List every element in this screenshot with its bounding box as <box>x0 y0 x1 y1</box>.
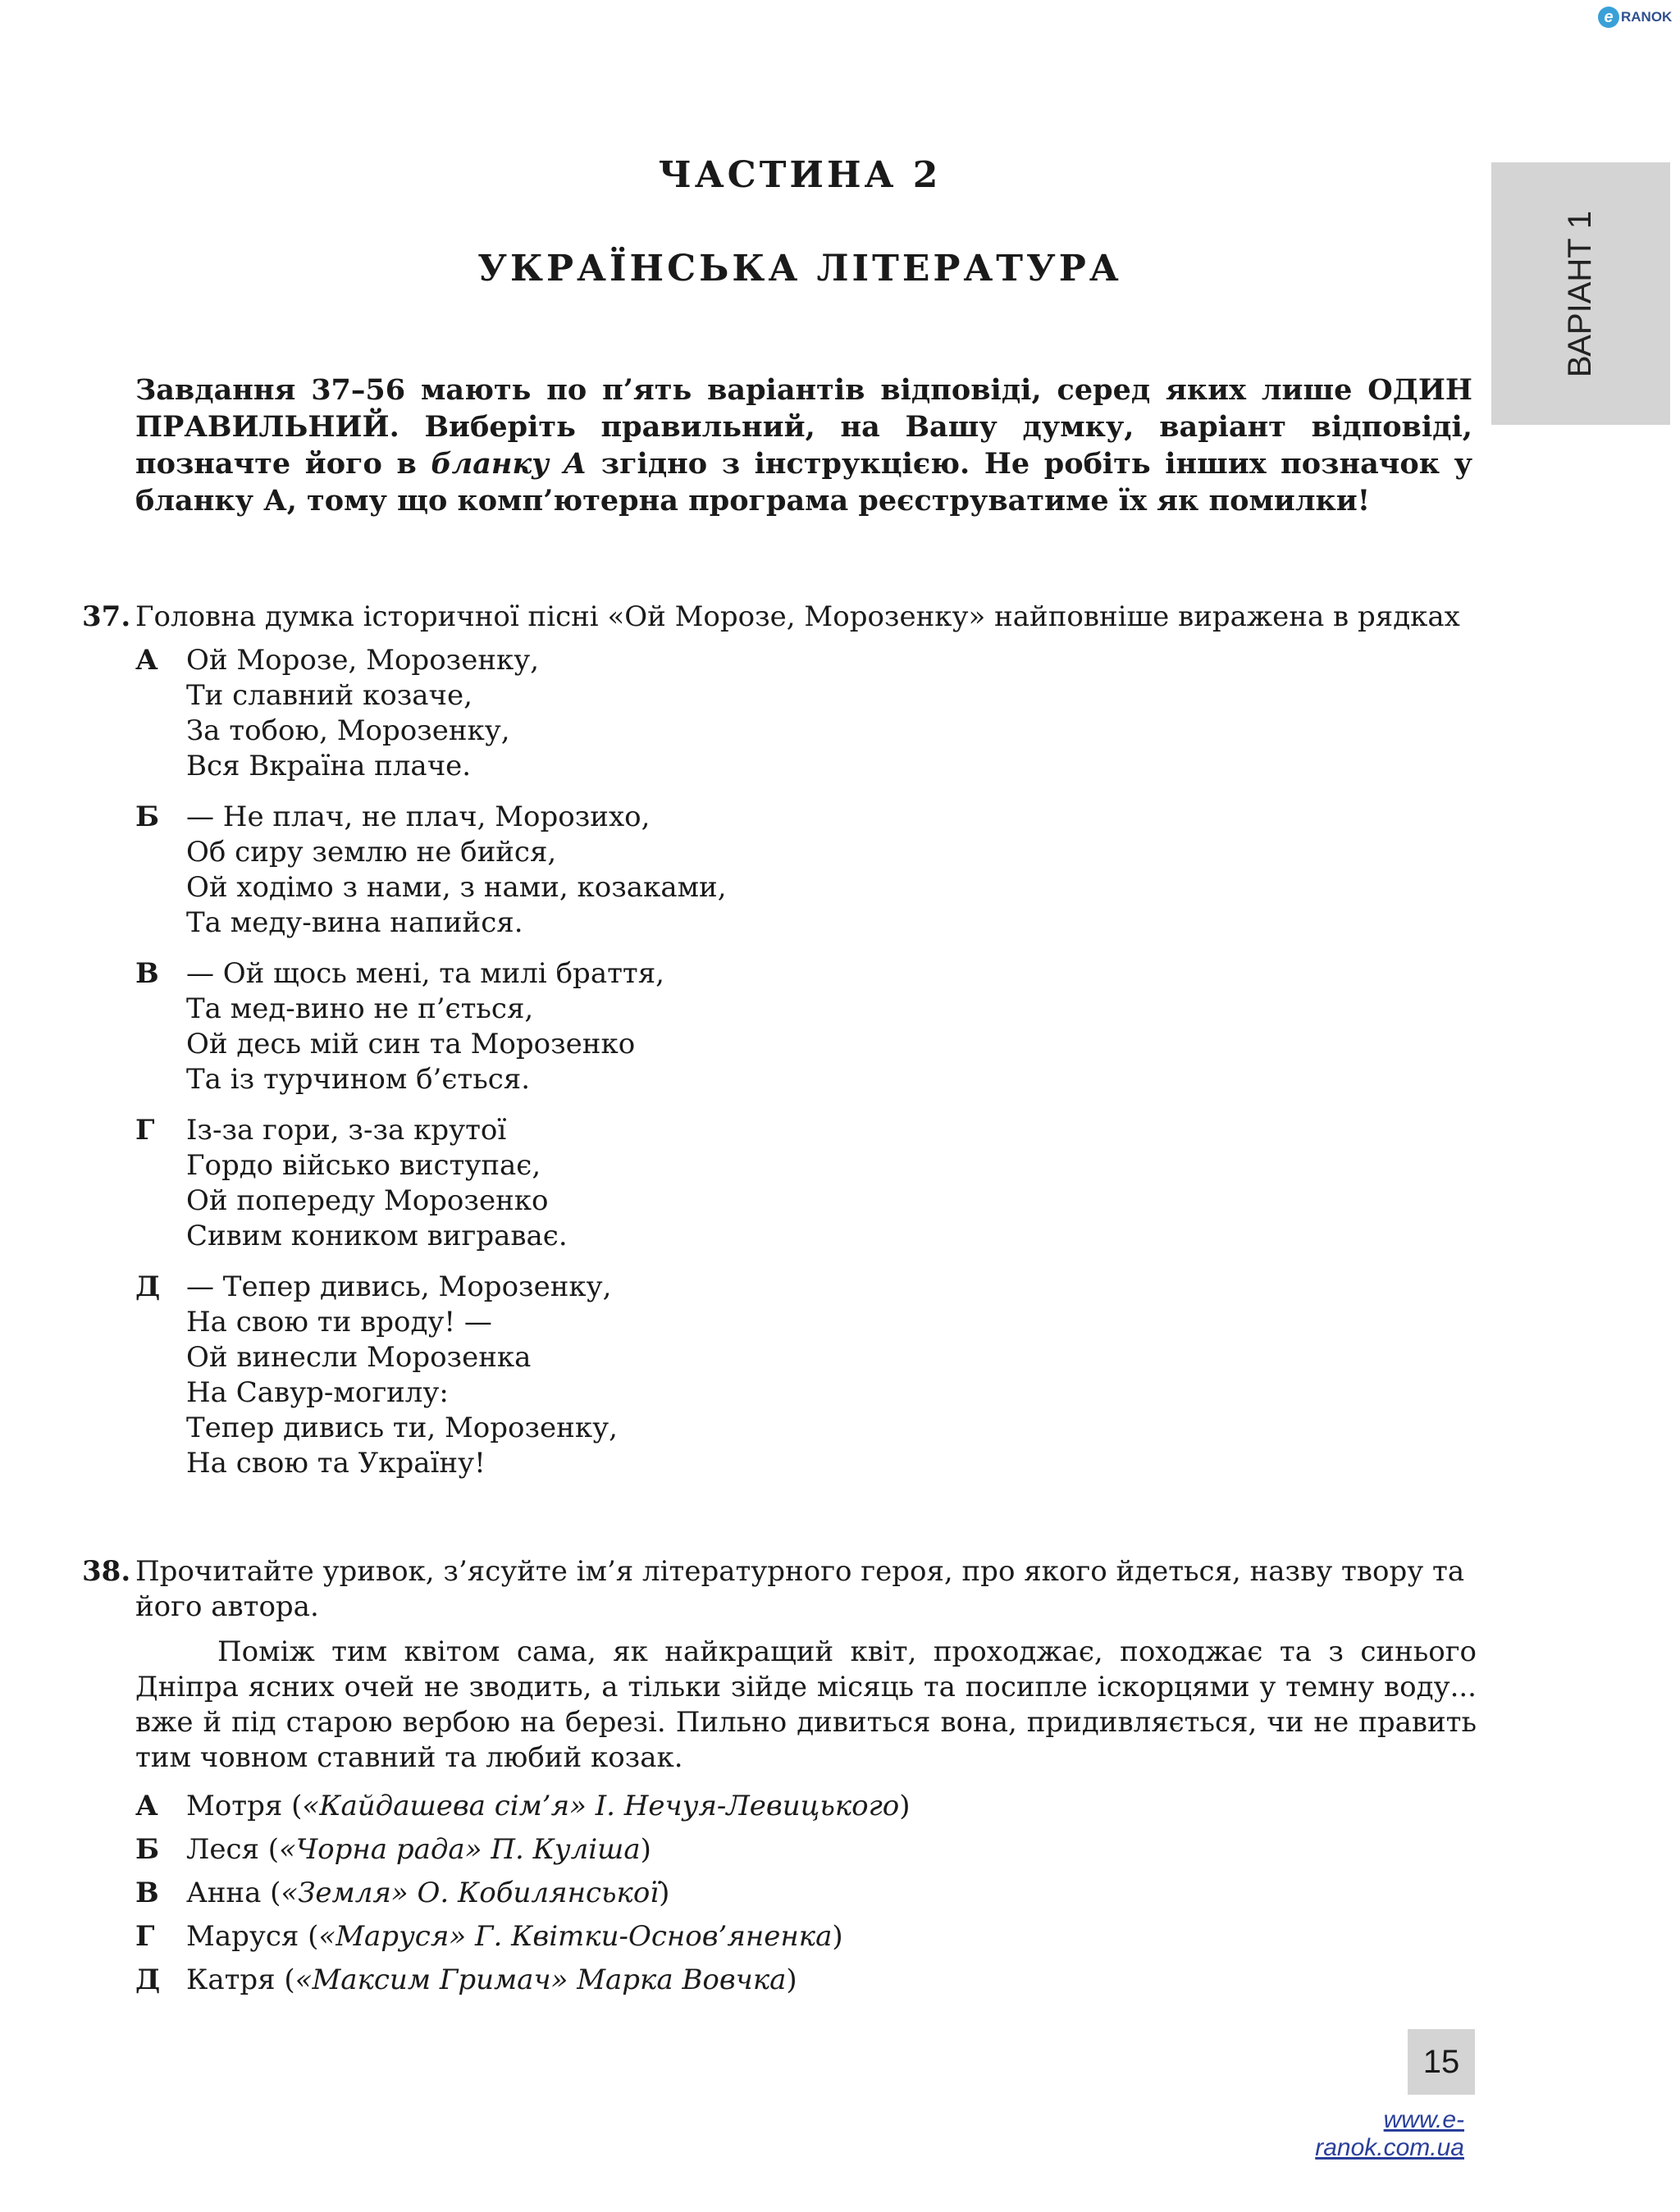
character-name: Анна ( <box>186 1877 281 1909</box>
variant-tab <box>1491 162 1670 425</box>
closing-paren: ) <box>659 1877 670 1909</box>
option-letter: Д <box>135 1270 161 1303</box>
section-title: УКРАЇНСЬКА ЛІТЕРАТУРА <box>477 248 1122 290</box>
question-38 <box>82 1554 1477 2002</box>
closing-paren: ) <box>786 1963 797 1996</box>
question-number: 37. <box>82 600 131 633</box>
question-37 <box>82 600 1477 1481</box>
character-name: Маруся ( <box>186 1920 319 1953</box>
closing-paren: ) <box>640 1833 651 1866</box>
poem-line: — Ой щось мені, та милі браття, <box>186 957 664 990</box>
answer-option <box>135 1959 1477 2002</box>
option-text <box>186 1915 1477 1959</box>
poem-line: Ой ходімо з нами, з нами, козаками, <box>186 871 727 904</box>
option-text <box>186 1959 1477 2002</box>
poem-line: — Не плач, не плач, Морозихо, <box>186 800 651 833</box>
poem-line: Із-за гори, з-за крутої <box>186 1114 507 1147</box>
e-logo-icon: e <box>1598 7 1619 28</box>
poem-line: Ой винесли Морозенка <box>186 1341 532 1374</box>
instructions-text-1: Завдання 37–56 мають по п’ять варіантів відповіді, серед яких лише ОДИН ПРАВИЛЬНИЙ. Виберіть правильний, на Вашу думку, варіант відповіді, позначте його в <box>135 373 1472 481</box>
answer-option <box>135 1872 1477 1915</box>
poem-line: Вся Вкраїна плаче. <box>186 750 472 782</box>
option-letter: Д <box>135 1963 161 1996</box>
poem-line: Та меду-вина напийся. <box>186 906 523 939</box>
poem-line: На свою ти вроду! — <box>186 1306 492 1339</box>
part-title: ЧАСТИНА 2 <box>658 154 942 196</box>
poem-line: Ти славний козаче, <box>186 679 472 712</box>
poem-line: Ой Морозе, Морозенку, <box>186 644 540 677</box>
answer-option <box>135 643 1477 784</box>
work-and-author: «Маруся» Г. Квітки-Основ’яненка <box>318 1920 833 1953</box>
page-number: 15 <box>1408 2029 1475 2095</box>
work-and-author: «Кайдашева сім’я» І. Нечуя-Левицького <box>302 1790 900 1822</box>
work-and-author: «Чорна рада» П. Куліша <box>279 1833 641 1866</box>
answer-option <box>135 1785 1477 1828</box>
work-and-author: «Земля» О. Кобилянської <box>281 1877 660 1909</box>
answer-option <box>135 1828 1477 1872</box>
poem-line: Об сиру землю не бийся, <box>186 836 557 869</box>
character-name: Катря ( <box>186 1963 295 1996</box>
poem-line: За тобою, Морозенку, <box>186 714 510 747</box>
answer-option <box>135 800 1477 941</box>
option-letter: Б <box>135 1833 160 1866</box>
poem-line: Тепер дивись ти, Морозенку, <box>186 1412 618 1444</box>
answer-option <box>135 956 1477 1097</box>
instructions-italic: бланку А <box>431 447 587 481</box>
poem-line: Гордо військо виступає, <box>186 1149 541 1182</box>
option-letter: Б <box>135 800 160 833</box>
option-text <box>186 1828 1477 1872</box>
answer-option <box>135 1270 1477 1481</box>
option-letter: Г <box>135 1920 155 1953</box>
option-text <box>186 1872 1477 1915</box>
option-letter: А <box>135 1790 158 1822</box>
character-name: Леся ( <box>186 1833 280 1866</box>
logo-text: RANOK <box>1621 9 1673 25</box>
answer-option <box>135 1915 1477 1959</box>
poem-line: Ой попереду Морозенко <box>186 1184 549 1217</box>
question-number: 38. <box>82 1555 131 1588</box>
publisher-logo <box>1598 3 1676 31</box>
answer-options <box>82 1785 1477 2002</box>
option-letter: Г <box>135 1114 155 1147</box>
work-and-author: «Максим Гримач» Марка Вовчка <box>294 1963 787 1996</box>
instructions <box>135 372 1472 519</box>
question-text: Головна думка історичної пісні «Ой Морозе, Морозенку» найповніше виражена в рядках <box>135 600 1460 633</box>
option-text <box>186 1785 1477 1828</box>
answer-option <box>135 1113 1477 1254</box>
character-name: Мотря ( <box>186 1790 303 1822</box>
poem-line: На Савур-могилу: <box>186 1376 449 1409</box>
answer-options <box>82 643 1477 1481</box>
instructions-text-2: згідно з інструкцією. Не робіть інших позначок у бланку А, тому що комп’ютерна програма реєструватиме їх як помилки! <box>135 447 1473 518</box>
closing-paren: ) <box>899 1790 911 1822</box>
poem-line: Та мед-вино не п’ється, <box>186 992 534 1025</box>
question-text: Прочитайте уривок, з’ясуйте ім’я літературного героя, про якого йдеться, назву твору та його автора. <box>135 1555 1465 1623</box>
option-letter: В <box>135 957 159 990</box>
closing-paren: ) <box>832 1920 843 1953</box>
poem-line: Сивим коником виграває. <box>186 1220 568 1252</box>
poem-line: — Тепер дивись, Морозенку, <box>186 1270 612 1303</box>
website-link[interactable]: www.e-ranok.com.ua <box>1315 2106 1464 2161</box>
excerpt-passage: Поміж тим квітом сама, як найкращий квіт, проходжає, походжає та з синього Дніпра ясних очей не зводить, а тільки зійде місяць та посипле іскорцями у темну воду... вже й під старою вербою на березі. Пильно дивиться вона, придивляється, чи не править тим човном ставний та любий козак. <box>135 1635 1477 1774</box>
option-letter: В <box>135 1877 159 1909</box>
poem-line: На свою та Україну! <box>186 1447 486 1480</box>
variant-label: ВАРІАНТ 1 <box>1562 210 1599 377</box>
option-letter: А <box>135 644 158 677</box>
poem-line: Ой десь мій син та Морозенко <box>186 1028 636 1060</box>
poem-line: Та із турчином б’ється. <box>186 1063 531 1096</box>
